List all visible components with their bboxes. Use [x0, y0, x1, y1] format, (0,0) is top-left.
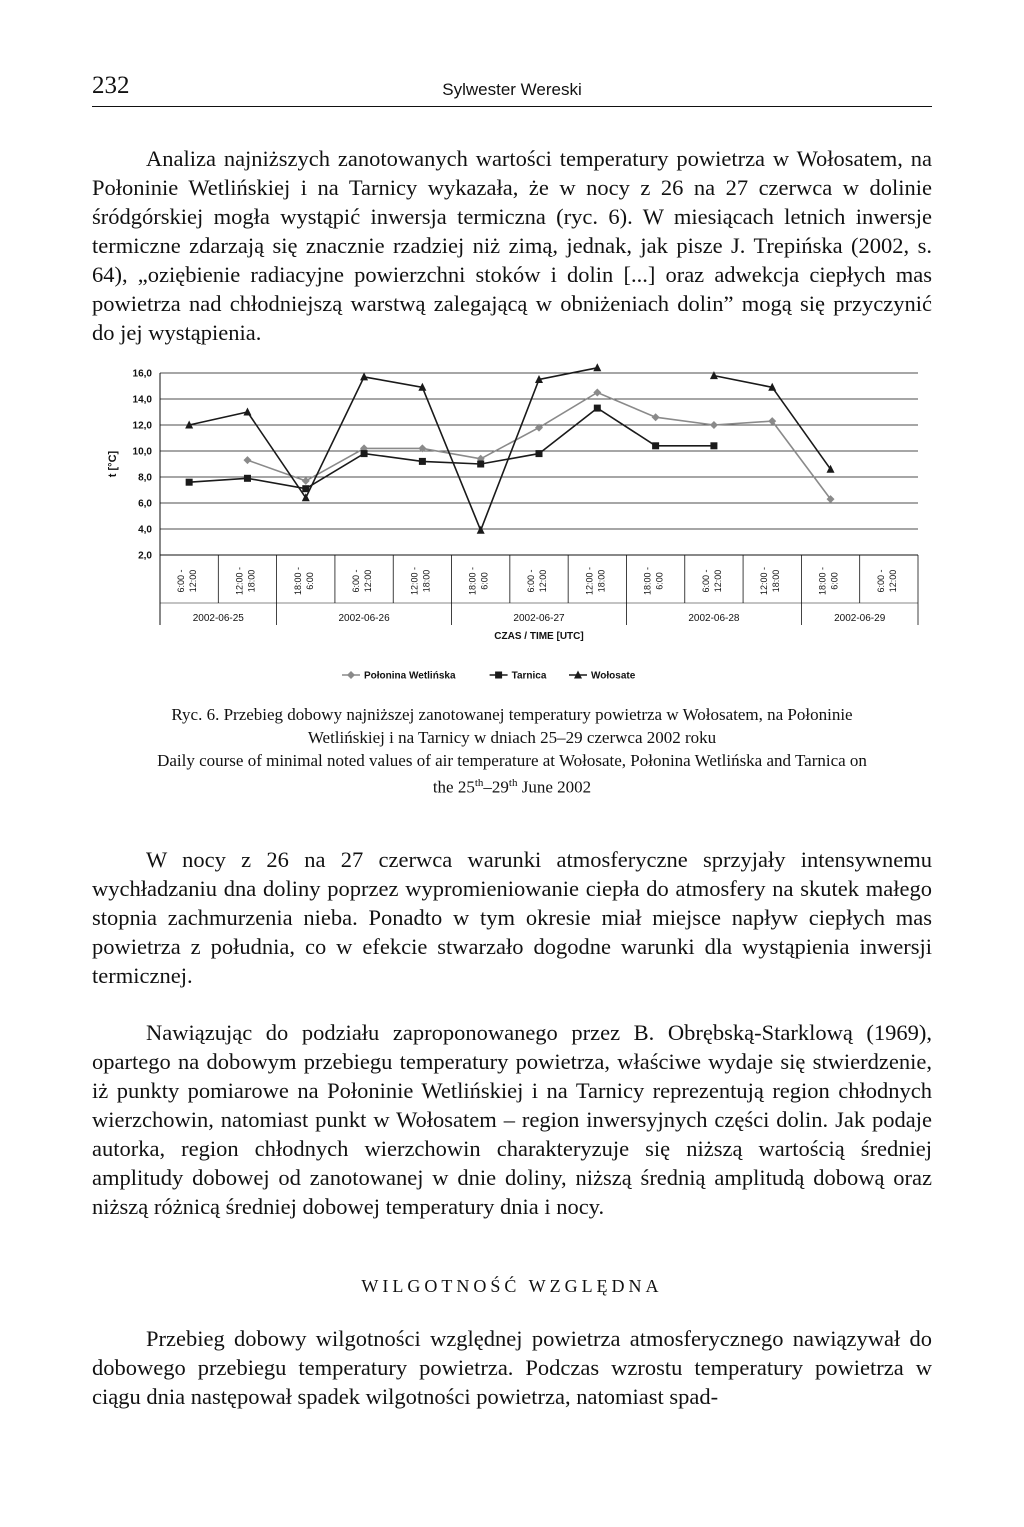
legend-marker: [495, 672, 502, 679]
x-axis-title: CZAS / TIME [UTC]: [494, 631, 584, 642]
y-tick-label: 6,0: [138, 498, 152, 510]
date-group-label: 2002-06-25: [192, 613, 244, 624]
legend-entry: Wołosate: [591, 670, 636, 682]
x-tick-label: 12:00 -: [409, 566, 420, 596]
data-point: [652, 442, 659, 449]
x-tick-label: 12:00 -: [234, 566, 245, 596]
data-point: [594, 405, 601, 412]
series-line: [247, 393, 830, 500]
data-point: [243, 456, 251, 464]
legend-marker: [347, 671, 355, 679]
data-point: [710, 371, 718, 379]
x-tick-label: 12:00: [188, 569, 199, 593]
section-title: WILGOTNOŚĆ WZGLĘDNA: [361, 1276, 663, 1296]
data-point: [710, 442, 717, 449]
y-axis-title: t [°C]: [107, 450, 119, 478]
figure-caption: [92, 703, 932, 799]
x-tick-label: 6:00: [654, 572, 665, 590]
data-point: [477, 461, 484, 468]
paragraph-night-conditions: W nocy z 26 na 27 czerwca warunki atmosferyczne sprzyjały intensywnemu wychładzaniu dna doliny poprzez wypromieniowanie ciepła do atmosfery na skutek małego stopnia zachmurzenia nieba. Ponadto w tym okresie miał miejsce napływ ciepłych mas powietrza z południa, co w efekcie stwarzało dogodne warunki dla wystąpienia inwersji termicznej.: [92, 847, 932, 988]
data-point: [360, 372, 368, 380]
date-group-label: 2002-06-29: [834, 613, 886, 624]
x-tick-label: 6:00 -: [875, 569, 886, 593]
x-tick-label: 6:00 -: [526, 569, 536, 593]
x-tick-label: 12:00 -: [759, 566, 770, 596]
caption-pl-line-2: Wetlińskiej i na Tarnicy w dniach 25–29 czerwca 2002 roku: [307, 728, 717, 747]
data-point: [361, 450, 368, 457]
page-header: [92, 72, 932, 107]
caption-pl-line-1: Ryc. 6. Przebieg dobowy najniższej zanotowanej temperatury powietrza w Wołosatem, na Połoninie: [171, 705, 853, 724]
y-tick-label: 14,0: [132, 394, 152, 406]
y-tick-label: 4,0: [138, 524, 152, 536]
data-point: [186, 479, 193, 486]
x-tick-label: 12:00: [887, 569, 898, 593]
x-tick-label: 6:00: [479, 572, 490, 590]
data-point: [477, 526, 485, 534]
date-group-label: 2002-06-26: [338, 613, 390, 624]
data-point: [536, 450, 543, 457]
date-group-label: 2002-06-28: [688, 613, 740, 624]
x-tick-label: 12:00 -: [584, 566, 595, 596]
page-number: 232: [92, 72, 130, 99]
date-group-label: 2002-06-27: [513, 613, 565, 624]
temperature-chart: [92, 360, 932, 700]
y-tick-label: 2,0: [138, 550, 152, 562]
x-tick-label: 12:00: [363, 569, 374, 593]
data-point: [593, 363, 601, 371]
x-tick-label: 18:00: [246, 569, 257, 593]
caption-en-line-1: Daily course of minimal noted values of air temperature at Wołosate, Połonina Wetlińska and Tarnica on: [157, 751, 867, 770]
paragraph-inversion-analysis: Analiza najniższych zanotowanych wartości temperatury powietrza w Wołosatem, na Połoninie Wetlińskiej i na Tarnicy wykazała, że w nocy z 26 na 27 czerwca w dolinie śródgórskiej mogła wystąpić inwersja termiczna (ryc. 6). W miesiącach letnich inwersje termiczne zdarzają się znacznie rzadziej niż zimą, jednak, jak pisze J. Trepińska (2002, s. 64), „oziębienie radiacyjne powierzchni stoków i dolin [...] oraz adwekcja ciepłych mas powietrza nad chłodniejszą warstwą zalegającą w obniżeniach dolin” mogą się przyczynić do jej wystąpienia.: [92, 146, 932, 345]
caption-en-line-2: the 25th–29th June 2002: [432, 777, 592, 797]
x-tick-label: 6:00: [304, 572, 315, 590]
x-tick-label: 6:00 -: [176, 569, 187, 593]
x-tick-label: 18:00 -: [642, 566, 653, 596]
data-point: [593, 389, 601, 397]
y-tick-label: 16,0: [132, 368, 152, 380]
paragraph-regions: Nawiązując do podziału zaproponowanego przez B. Obrębską-Starklową (1969), opartego na dobowym przebiegu temperatury powietrza, właściwe wydaje się stwierdzenie, iż punkty pomiarowe na Połoninie Wetlińskiej i na Tarnicy reprezentują region chłodnych wierzchowin, natomiast punkt w Wołosatem – region inwersyjnych części dolin. Jak podaje autorka, region chłodnych wierzchowin charakteryzuje się niższą wartością średniej amplitudy dobowej od zanotowanej w dnie doliny, niższą średnią amplitudą dobową oraz niższą różnicą średniej dobowej temperatury dnia i nocy.: [92, 1020, 932, 1219]
x-tick-label: 12:00: [712, 569, 723, 593]
legend-entry: Tarnica: [511, 670, 547, 682]
data-point: [419, 458, 426, 465]
data-point: [243, 408, 251, 416]
x-tick-label: 18:00 -: [817, 566, 828, 596]
data-point: [302, 477, 310, 485]
data-point: [244, 475, 251, 482]
paragraph-humidity: Przebieg dobowy wilgotności względnej powietrza atmosferycznego nawiązywał do dobowego przebiegu temperatury powietrza. Podczas wzrostu temperatury powietrza w ciągu dnia następował spadek wilgotności powietrza, natomiast spad-: [92, 1326, 932, 1409]
y-tick-label: 12,0: [132, 420, 152, 432]
data-point: [710, 421, 718, 429]
data-point: [652, 413, 660, 421]
x-tick-label: 18:00: [771, 569, 782, 593]
x-tick-label: 6:00: [829, 572, 840, 590]
x-tick-label: 6:00 -: [700, 569, 711, 593]
x-tick-label: 18:00 -: [467, 566, 478, 596]
x-tick-label: 18:00: [421, 569, 432, 593]
legend-entry: Połonina Wetlińska: [364, 670, 456, 682]
x-tick-label: 18:00: [596, 569, 607, 593]
y-tick-label: 8,0: [138, 472, 152, 484]
running-head-author: Sylwester Wereski: [442, 80, 582, 99]
x-tick-label: 12:00: [538, 569, 548, 593]
x-tick-label: 6:00 -: [351, 569, 362, 593]
x-tick-label: 18:00 -: [292, 566, 303, 596]
y-tick-label: 10,0: [132, 446, 152, 458]
